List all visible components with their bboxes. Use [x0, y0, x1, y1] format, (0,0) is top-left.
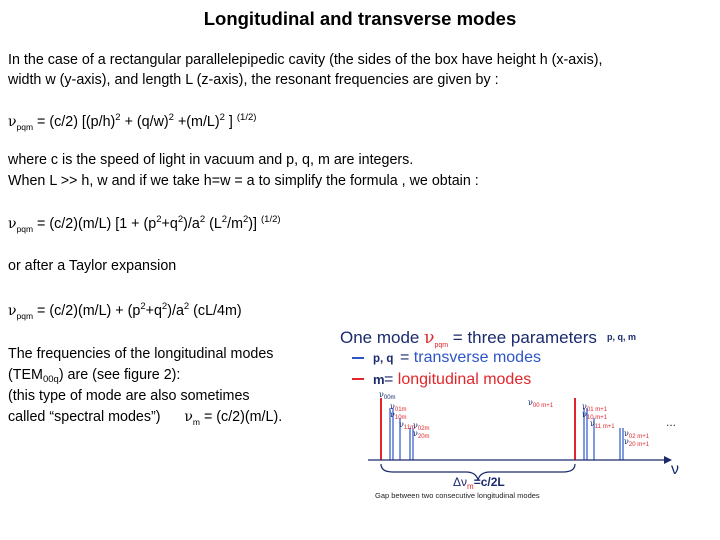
- gap-label: $\Delta\nu_m=c/2L$: [453, 475, 505, 491]
- eq-text: +q: [161, 216, 178, 232]
- eq-text: (L: [205, 216, 222, 232]
- eq-text: )/a: [183, 216, 200, 232]
- labels-group-m1: [528, 398, 650, 448]
- nu-symbol: ν: [424, 328, 435, 348]
- eq-text: = (c/2) [(p/h): [33, 114, 116, 130]
- eq-text: /m: [227, 216, 243, 232]
- where-line-2: When L >> h, w and if we take h=w = a to simplify the formula , we obtain :: [8, 173, 479, 189]
- legend-eq: =: [384, 371, 398, 388]
- label-v01m1: $\nu_{01 m+1}$: [582, 402, 608, 413]
- equation-taylor: [8, 301, 242, 322]
- label-v20m: $\nu_{20m}$: [413, 429, 430, 440]
- eq-sup: 2: [156, 214, 162, 225]
- longitudinal-text: called “spectral modes”): [8, 409, 185, 425]
- intro-line-1: In the case of a rectangular parallelepipedic cavity (the sides of the box have height h (x-axis),: [8, 52, 603, 68]
- eq-sup: 2: [177, 214, 184, 225]
- label-v00m1: $\nu_{00 m+1}$: [528, 398, 554, 409]
- legend-transverse-word: transverse modes: [413, 349, 541, 366]
- legend-eq: =: [400, 349, 414, 366]
- axis-nu-label: ν: [671, 461, 679, 478]
- eq-sup: 2: [199, 214, 206, 225]
- longitudinal-line-1: The frequencies of the longitudinal modes: [8, 346, 274, 362]
- nu-subscript: m: [192, 417, 200, 427]
- eq-sup: (1/2): [236, 112, 257, 123]
- equation-general: [8, 112, 256, 133]
- figure-header-tag: p, q, m: [607, 332, 636, 342]
- longitudinal-text: (TEM: [8, 367, 43, 383]
- eq-sup: 2: [183, 301, 190, 312]
- eq-text: +q: [145, 303, 162, 319]
- label-v01m: $\nu_{01m}$: [390, 402, 407, 413]
- label-v00m: $\nu_{00m}$: [379, 390, 396, 401]
- eq-text: )]: [248, 216, 258, 232]
- eq-sup: 2: [221, 214, 228, 225]
- tem-subscript: 00q: [42, 374, 59, 385]
- nu-subscript: pqm: [16, 311, 34, 321]
- eq-text: (cL/4m): [189, 303, 242, 319]
- legend-longitudinal-word: longitudinal modes: [397, 371, 532, 388]
- figure-caption: Gap between two consecutive longitudinal modes: [375, 491, 540, 500]
- mode-spectrum-figure: [338, 322, 718, 504]
- longitudinal-text: = (c/2)(m/L).: [200, 409, 283, 425]
- nu-subscript: pqm: [16, 224, 34, 234]
- eq-sup: 2: [219, 112, 225, 123]
- where-line-1: where c is the speed of light in vacuum and p, q, m are integers.: [8, 152, 414, 168]
- intro-line-2: width w (y-axis), and length L (z-axis), the resonant frequencies are given by :: [8, 72, 499, 88]
- eq-text: )/a: [167, 303, 184, 319]
- longitudinal-text: ) are (see figure 2):: [58, 367, 181, 383]
- slide-title: Longitudinal and transverse modes: [203, 8, 517, 29]
- nu-symbol: ν: [8, 303, 17, 319]
- legend-transverse-label: [400, 349, 541, 366]
- eq-sup: 2: [115, 112, 121, 123]
- eq-text: + (q/w): [120, 114, 169, 130]
- nu-subscript: pqm: [434, 342, 449, 349]
- nu-symbol: ν: [184, 409, 193, 425]
- eq-sup: 2: [161, 301, 168, 312]
- label-v02m1: $\nu_{02 m+1}$: [624, 429, 650, 440]
- eq-text: ]: [224, 114, 233, 130]
- label-v10m1: $\nu_{10 m+1}$: [582, 410, 608, 421]
- eq-text: = (c/2)(m/L) + (p: [33, 303, 141, 319]
- nu-symbol: ν: [8, 216, 17, 232]
- label-v10m: $\nu_{10m}$: [390, 410, 407, 421]
- eq-sup: 2: [140, 301, 146, 312]
- continuation-dots: ...: [666, 415, 677, 429]
- eq-sup: 2: [242, 214, 249, 225]
- eq-sup: (1/2): [261, 214, 281, 225]
- label-v11m: $\nu_{11m}$: [399, 420, 416, 431]
- nu-symbol: ν: [8, 114, 17, 130]
- eq-text: +(m/L): [173, 114, 220, 130]
- legend-longitudinal-label: [384, 371, 531, 388]
- eq-sup: 2: [168, 112, 174, 123]
- nu-subscript: pqm: [16, 122, 34, 132]
- longitudinal-line-3: (this type of mode are also sometimes: [8, 388, 250, 404]
- label-v02m: $\nu_{02m}$: [413, 421, 430, 432]
- eq-text: = (c/2)(m/L) [1 + (p: [33, 216, 157, 232]
- equation-simplified: [8, 214, 281, 235]
- taylor-text: or after a Taylor expansion: [8, 258, 177, 274]
- legend-longitudinal-key: m: [373, 372, 385, 387]
- figure-header: [340, 328, 597, 349]
- longitudinal-line-4: [8, 407, 282, 428]
- legend-transverse-key: p, q: [373, 353, 394, 365]
- figure-header-pre: One mode: [340, 328, 425, 347]
- label-v20m1: $\nu_{20 m+1}$: [624, 437, 650, 448]
- figure-header-post: = three parameters: [448, 328, 597, 347]
- longitudinal-line-2: [8, 365, 180, 386]
- label-v11m1: $\nu_{11 m+1}$: [590, 419, 615, 430]
- labels-group-m: [379, 390, 430, 440]
